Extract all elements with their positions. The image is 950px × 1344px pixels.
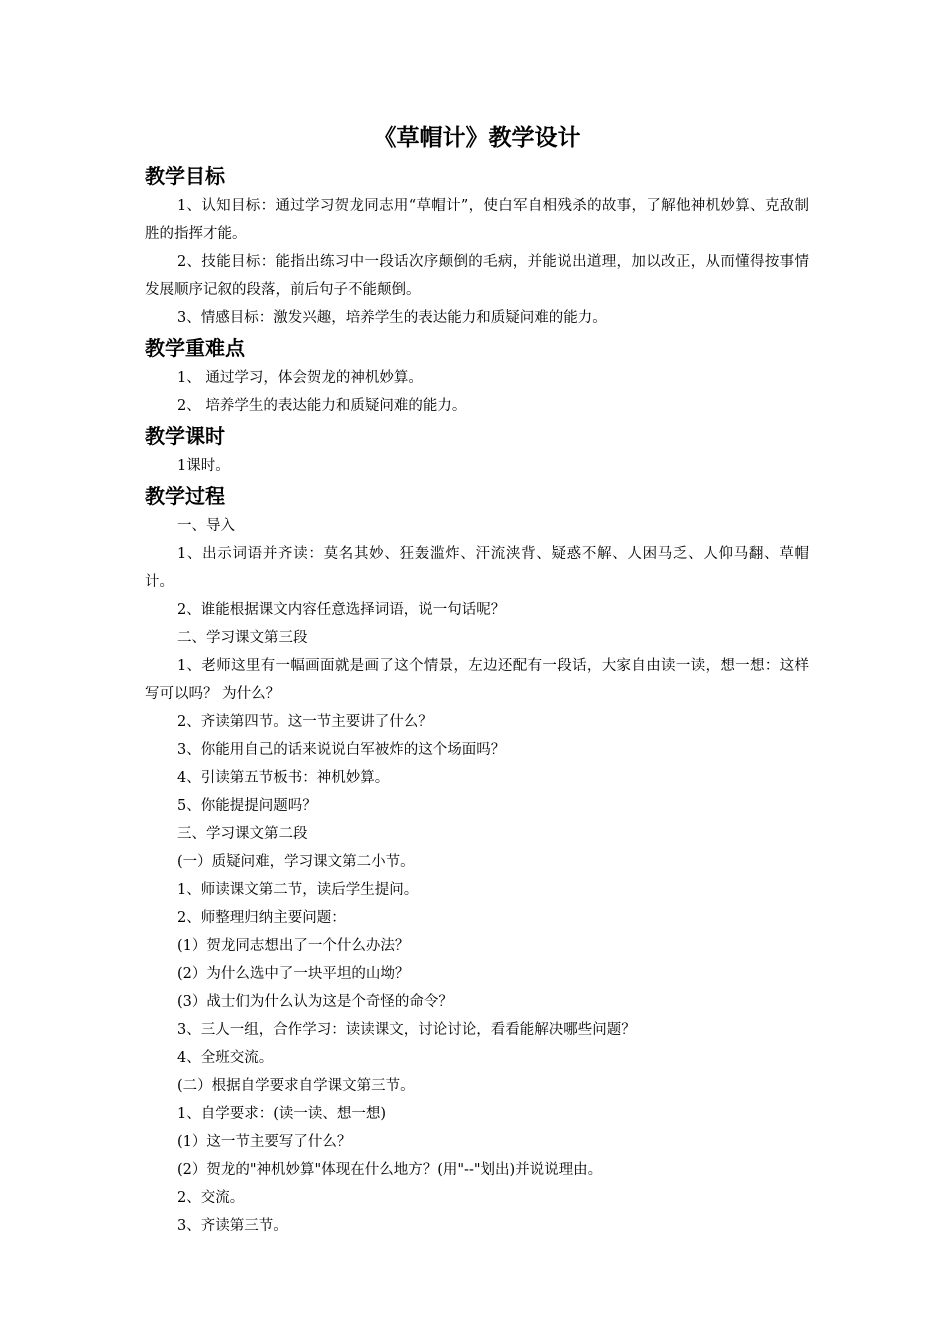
paragraph: 3、情感目标：激发兴趣，培养学生的表达能力和质疑问难的能力。: [177, 310, 607, 326]
paragraph: 2、 培养学生的表达能力和质疑问难的能力。: [177, 398, 467, 414]
paragraph: 2、谁能根据课文内容任意选择词语，说一句话呢？: [177, 602, 506, 618]
paragraph: 二、学习课文第三段: [177, 630, 308, 646]
paragraph: (1）贺龙同志想出了一个什么办法？: [177, 938, 410, 954]
section-heading: 教学过程: [145, 484, 225, 508]
paragraph: 3、三人一组，合作学习：读读课文，讨论讨论，看看能解决哪些问题？: [177, 1022, 636, 1038]
section: [145, 160, 809, 332]
paragraph: (1）这一节主要写了什么？: [177, 1134, 352, 1150]
section: [145, 480, 809, 1240]
paragraph: (2）贺龙的"神机妙算"体现在什么地方？(用"--"划出)并说说理由。: [177, 1162, 603, 1178]
document-body: [145, 160, 809, 1240]
section-heading: 教学目标: [145, 164, 225, 188]
paragraph: (二）根据自学要求自学课文第三节。: [177, 1078, 415, 1094]
paragraph: 1课时。: [177, 458, 230, 474]
paragraph: 3、你能用自己的话来说说白军被炸的这个场面吗？: [177, 742, 506, 758]
document-title: 《草帽计》教学设计: [373, 125, 581, 151]
paragraph: 三、学习课文第二段: [177, 826, 308, 842]
paragraph: 4、引读第五节板书：神机妙算。: [177, 770, 390, 786]
section: [145, 420, 809, 480]
paragraph: (一）质疑问难，学习课文第二小节。: [177, 854, 415, 870]
paragraph: 2、交流。: [177, 1190, 245, 1206]
paragraph: 1、 通过学习，体会贺龙的神机妙算。: [177, 370, 423, 386]
section-heading: 教学课时: [145, 424, 225, 448]
paragraph: 3、齐读第三节。: [177, 1218, 288, 1234]
paragraph: 1、师读课文第二节，读后学生提问。: [177, 882, 419, 898]
paragraph: 1、自学要求：(读一读、想一想): [177, 1106, 387, 1122]
paragraph: 2、齐读第四节。这一节主要讲了什么？: [177, 714, 433, 730]
paragraph: (3）战士们为什么认为这是个奇怪的命令？: [177, 994, 453, 1010]
section: [145, 332, 809, 420]
paragraph: 5、你能提提问题吗？: [177, 798, 317, 814]
paragraph: 2、技能目标：能指出练习中一段话次序颠倒的毛病，并能说出道理，加以改正，从而懂得按事情发展顺序记叙的段落，前后句子不能颠倒。: [145, 254, 809, 298]
paragraph: 1、出示词语并齐读：莫名其妙、狂轰滥炸、汗流浃背、疑惑不解、人困马乏、人仰马翻、草帽计。: [145, 546, 809, 590]
paragraph: 2、师整理归纳主要问题：: [177, 910, 346, 926]
paragraph: 1、老师这里有一幅画面就是画了这个情景，左边还配有一段话，大家自由读一读，想一想：这样写可以吗？ 为什么？: [145, 658, 809, 702]
paragraph: 1、认知目标：通过学习贺龙同志用“草帽计”，使白军自相残杀的故事，了解他神机妙算、克敌制胜的指挥才能。: [145, 198, 809, 242]
paragraph: 一、导入: [177, 518, 235, 534]
document-page: [145, 118, 809, 1240]
section-heading: 教学重难点: [145, 336, 245, 360]
paragraph: (2）为什么选中了一块平坦的山坳？: [177, 966, 410, 982]
paragraph: 4、全班交流。: [177, 1050, 274, 1066]
